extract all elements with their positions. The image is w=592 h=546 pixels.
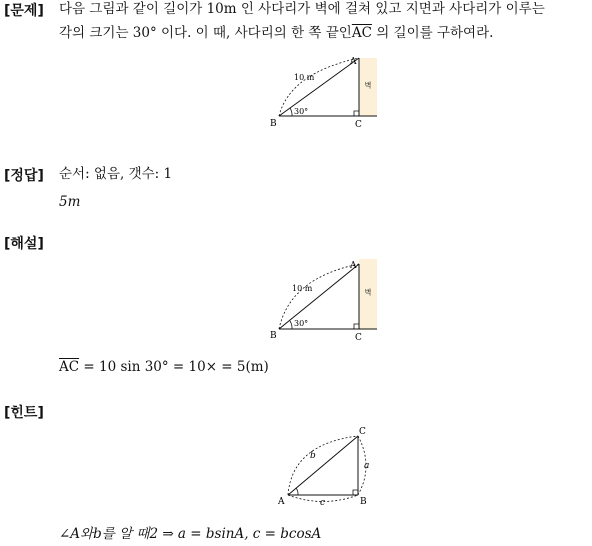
hint-label: [힌트] xyxy=(4,405,44,421)
problem-label: [문제] xyxy=(4,3,44,19)
side-b-label: b xyxy=(310,451,316,461)
angle-arc xyxy=(290,108,292,116)
answer-meta: 순서: 없음, 갯수: 1 xyxy=(59,166,173,182)
wall-label: 벽 xyxy=(364,288,372,296)
side-a-label: a xyxy=(364,461,370,471)
point-a: A xyxy=(350,57,357,67)
angle-arc xyxy=(290,321,292,329)
angle-label: 30° xyxy=(294,319,309,328)
solution-formula: $\overline{AC} = 10$ sin 30° = 10× = 5(m) xyxy=(59,359,269,375)
point-b: B xyxy=(270,119,277,129)
point-c: C xyxy=(359,427,366,437)
right-angle-mark xyxy=(354,111,359,116)
answer-value: 5m xyxy=(59,194,81,210)
point-a: A xyxy=(350,261,357,271)
segment-ac: $\overline{AC}$ xyxy=(59,359,80,375)
point-c: C xyxy=(355,333,362,343)
ladder-line xyxy=(279,58,359,116)
triangle-figure xyxy=(278,424,378,509)
hint-formula: ∠A와b를 알 때2 ⇒ a = bsinA, c = bcosA xyxy=(59,526,322,542)
solution-label: [해설] xyxy=(4,236,44,252)
side-c-label: c xyxy=(320,498,326,508)
angle-label: 30° xyxy=(294,107,309,116)
segment-ac: $\overline{AC}$ xyxy=(351,25,372,41)
ladder-line xyxy=(279,264,359,329)
right-angle-mark xyxy=(354,324,359,329)
point-b: B xyxy=(270,331,277,341)
answer-label: [정답] xyxy=(4,168,44,184)
wall-label: 벽 xyxy=(364,81,372,89)
angle-arc xyxy=(296,488,298,495)
ladder-length-label: 10 m xyxy=(292,284,313,293)
problem-line-1: 다음 그림과 같이 길이가 10m 인 사다리가 벽에 걸쳐 있고 지면과 사다리가 이루는 xyxy=(59,1,545,17)
point-c: C xyxy=(355,120,362,130)
right-angle-mark xyxy=(353,490,358,495)
problem-line-2: 각의 크기는 30° 이다. 이 때, 사다리의 한 쪽 끝인$\overline{AC}$ 의 길이를 구하여라. xyxy=(59,25,494,41)
ladder-figure-2 xyxy=(270,256,385,341)
point-b: B xyxy=(360,497,367,507)
ladder-figure-1 xyxy=(270,55,385,135)
point-a: A xyxy=(278,497,285,507)
ladder-length-label: 10 m xyxy=(294,73,315,82)
